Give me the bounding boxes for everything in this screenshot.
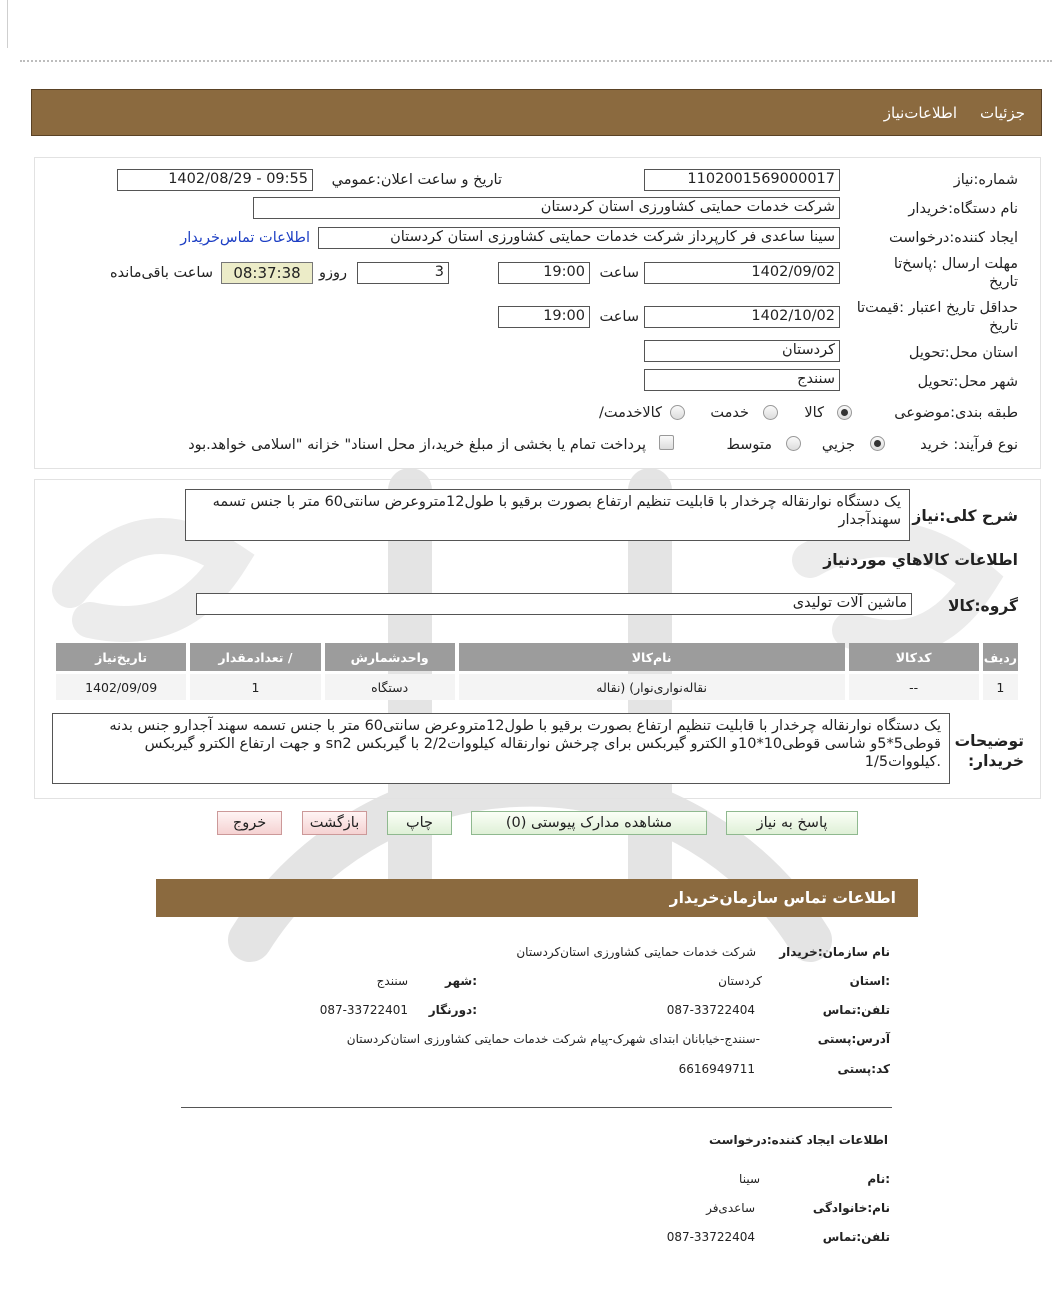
deadline-date-field: 1402/09/02: [644, 262, 840, 284]
back-button[interactable]: بازگشت: [302, 811, 367, 835]
price-validity-time-label: ساعت: [599, 309, 639, 325]
price-validity-date-field: 1402/10/02: [644, 306, 840, 328]
creator-family-value: ساعدی‌فر: [706, 1201, 755, 1215]
contact-city-value: سنندج: [376, 974, 408, 988]
price-validity-time-field: 19:00: [498, 306, 590, 328]
cell-unit: دستگاه: [325, 674, 455, 700]
left-edge-line: [7, 0, 8, 48]
contact-phone-label: تلفن:تماس: [822, 1003, 890, 1017]
contact-section-bar: [156, 879, 918, 917]
cell-quantity: 1: [190, 674, 320, 700]
attachments-button[interactable]: مشاهده مدارک پیوستی (0): [471, 811, 707, 835]
creator-phone-value: 087-33722404: [666, 1230, 755, 1244]
buyer-org-label: نام دستگاه:خریدار: [908, 201, 1018, 217]
price-validity-label-1: حداقل تاریخ اعتبار :قیمت‌تا: [856, 300, 1018, 316]
buyer-contact-link[interactable]: اطلاعات تماس‌خریدار: [180, 230, 310, 246]
creator-name-label: :نام: [867, 1172, 890, 1186]
announce-field: 1402/08/29 - 09:55: [117, 169, 313, 191]
treasury-payment-note: پرداخت تمام یا بخشی از مبلغ خرید،از محل اسناد" خزانه "اسلامی خواهد.بود: [188, 437, 646, 453]
category-radio-goods-service[interactable]: [670, 405, 685, 420]
price-validity-label-2: تاریخ: [989, 318, 1018, 334]
remaining-time-display: 08:37:38: [221, 262, 313, 284]
buyer-notes-label-2: :خریدار: [967, 752, 1024, 770]
contact-divider: [181, 1107, 892, 1108]
days-field: 3: [357, 262, 449, 284]
creator-info-title: اطلاعات ایجاد کننده:درخواست: [708, 1133, 888, 1147]
col-name: نام‌کالا: [459, 643, 845, 671]
deadline-time-label: ساعت: [599, 265, 639, 281]
city-label: شهر محل:تحویل: [917, 374, 1018, 390]
creator-label: ایجاد کننده:درخواست: [889, 230, 1018, 246]
goods-group-field: ماشین آلات تولیدی: [196, 593, 912, 615]
contact-section-title: اطلاعات تماس سازمان‌خریدار: [669, 889, 896, 907]
process-radio-medium[interactable]: [786, 436, 801, 451]
category-radio-goods[interactable]: [837, 405, 852, 420]
print-button[interactable]: چاپ: [387, 811, 452, 835]
contact-org-label: نام سازمان:خریدار: [779, 945, 890, 959]
contact-phone-value: 087-33722404: [666, 1003, 755, 1017]
days-label: روزو: [318, 265, 347, 281]
cell-name: نقاله‌نواری‌نوار) (نقاله: [459, 674, 845, 700]
contact-postal-value: 6616949711: [678, 1062, 755, 1076]
creator-name-value: سینا: [739, 1172, 760, 1186]
creator-family-label: نام:خانوادگی: [812, 1201, 890, 1215]
buyer-notes-text: [52, 713, 950, 784]
reply-button[interactable]: پاسخ به نیاز: [726, 811, 858, 835]
process-radio-minor[interactable]: [870, 436, 885, 451]
cell-code: --: [849, 674, 979, 700]
category-label: طبقه بندی:موضوعی: [894, 405, 1018, 421]
col-quantity: / تعدادمقدار: [190, 643, 320, 671]
remaining-label: ساعت باقی‌مانده: [110, 265, 213, 281]
category-option-service: خدمت: [710, 405, 749, 421]
goods-info-title: اطلاعات کالاهاي موردنیاز: [823, 551, 1018, 569]
contact-postal-label: کد:پستی: [837, 1062, 890, 1076]
cell-date: 1402/09/09: [56, 674, 186, 700]
contact-fax-value: 087-33722401: [319, 1003, 408, 1017]
deadline-time-field: 19:00: [498, 262, 590, 284]
province-field: کردستان: [644, 340, 840, 362]
announce-label: تاریخ و ساعت اعلان:عمومي: [331, 172, 502, 188]
need-number-label: شماره:نیاز: [953, 172, 1018, 188]
buyer-org-field: شرکت خدمات حمایتی کشاورزی استان کردستان: [253, 197, 840, 219]
contact-org-value: شرکت خدمات حمایتی کشاورزی استان‌کردستان: [516, 945, 756, 959]
col-code: کدکالا: [849, 643, 979, 671]
col-row: ردیف: [983, 643, 1018, 671]
deadline-label-2: تاریخ: [989, 274, 1018, 290]
top-dotted-separator: [20, 60, 1052, 62]
contact-province-label: :استان: [849, 974, 890, 988]
buyer-notes-line-2: قوطی5*5و شاسی قوطی10*10و الکترو گیربکس برای چرخش نوارنقاله کیلووات2/2 با گیربکس sn2 و جهت ارتفاع الکترو گیربکس: [144, 736, 941, 752]
description-label: شرح کلی:نیاز: [912, 507, 1018, 525]
category-option-goods: کالا: [804, 405, 824, 421]
province-label: استان محل:تحویل: [908, 345, 1018, 361]
creator-field: سینا ساعدی فر کارپرداز شرکت خدمات حمایتی کشاورزی استان کردستان: [318, 227, 840, 249]
category-option-goods-service: /کالاخدمت: [598, 405, 662, 421]
tab-details[interactable]: جزئيات: [980, 104, 1025, 122]
process-option-medium: متوسط: [726, 437, 772, 453]
col-unit: واحدشمارش: [325, 643, 455, 671]
tab-need-info[interactable]: اطلاعات‌نیاز: [883, 104, 957, 122]
contact-address-value: -سنندج-خیابانان ابتدای شهرک-پیام شرکت خدمات حمایتی کشاورزی استان‌کردستان: [346, 1032, 760, 1046]
contact-province-value: کردستان: [718, 974, 762, 988]
deadline-label-1: مهلت ارسال :پاسخ‌تا: [893, 256, 1018, 272]
table-row: [56, 674, 1018, 700]
description-text: یک دستگاه نوارنقاله چرخدار با قابلیت تنظیم ارتفاع بصورت برقیو با طول12متروعرض سانتی60 متر با جنس تسمه سهندآجدار: [185, 489, 910, 541]
items-table-header: [56, 643, 1018, 671]
category-radio-service[interactable]: [763, 405, 778, 420]
items-table: [52, 640, 1022, 703]
col-date: تاریخ‌نیاز: [56, 643, 186, 671]
exit-button[interactable]: خروج: [217, 811, 282, 835]
process-label: نوع فرآیند: خرید: [920, 437, 1018, 453]
contact-city-label: :شهر: [445, 974, 477, 988]
goods-group-label: گروه:کالا: [947, 597, 1018, 615]
need-number-field: 1102001569000017: [644, 169, 840, 191]
contact-fax-label: :دورنگار: [428, 1003, 477, 1017]
buyer-notes-line-1: یک دستگاه نوارنقاله چرخدار با قابلیت تنظیم ارتفاع بصورت برقیو با طول12متروعرض سانتی60 متر با جنس تسمه سهند آجدارو جنس بدنه: [109, 718, 941, 734]
cell-row: 1: [983, 674, 1018, 700]
creator-phone-label: تلفن:تماس: [822, 1230, 890, 1244]
buyer-notes-label-1: توضیحات: [954, 732, 1024, 750]
treasury-payment-checkbox[interactable]: [659, 435, 674, 450]
top-tab-bar: [31, 89, 1042, 136]
city-field: سنندج: [644, 369, 840, 391]
contact-address-label: آدرس:پستی: [817, 1032, 890, 1046]
buyer-notes-line-3: .کیلووات1/5: [864, 754, 941, 770]
process-option-minor: جزيي: [821, 437, 855, 453]
